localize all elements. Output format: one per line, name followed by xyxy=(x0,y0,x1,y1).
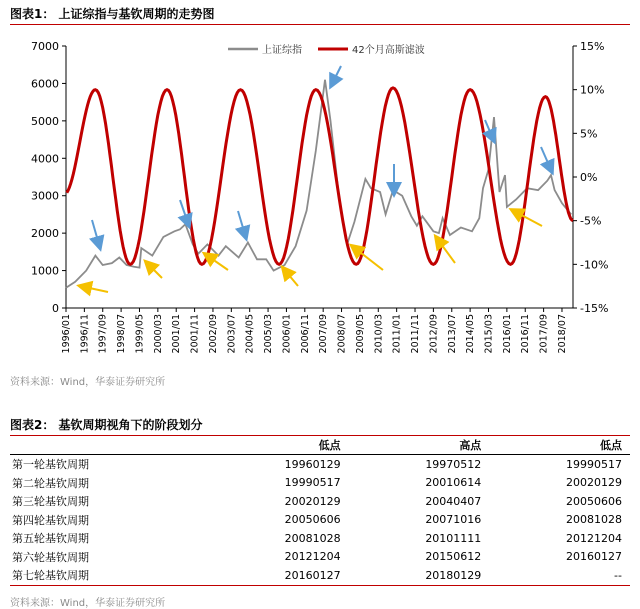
x-tick-label: 1997/09 xyxy=(97,314,109,354)
cycle-name-cell: 第六轮基钦周期 xyxy=(12,550,89,564)
left-y-tick-label: 6000 xyxy=(31,77,59,91)
date-cell: 20010614 xyxy=(425,476,482,490)
left-y-tick-label: 7000 xyxy=(31,40,59,53)
table-row xyxy=(10,474,630,493)
x-tick-label: 2000/03 xyxy=(152,314,164,354)
table-header-cell xyxy=(10,436,208,455)
cycle-name-cell: 第三轮基钦周期 xyxy=(12,495,89,509)
trough-arrow xyxy=(283,268,298,286)
x-tick-label: 2008/07 xyxy=(336,314,348,354)
date-cell: 20160127 xyxy=(208,566,349,585)
date-cell: 20050606 xyxy=(284,513,341,527)
left-y-tick-label: 3000 xyxy=(31,189,59,203)
x-tick-label: 2004/05 xyxy=(244,314,256,354)
index-series-line xyxy=(66,80,571,288)
x-tick-label: 2007/09 xyxy=(318,314,330,354)
cycle-name-cell: 第四轮基钦周期 xyxy=(12,513,89,527)
x-tick-label: 2010/03 xyxy=(373,314,385,354)
table-row xyxy=(10,511,630,530)
trough-arrow xyxy=(80,286,108,292)
trough-arrow xyxy=(146,262,162,278)
right-y-tick-label: 10% xyxy=(580,83,605,97)
peak-arrow xyxy=(92,220,100,248)
x-tick-label: 2009/05 xyxy=(354,314,366,354)
x-tick-label: 2012/09 xyxy=(428,314,440,354)
trough-arrow xyxy=(352,246,383,270)
cycle-name-cell: 第一轮基钦周期 xyxy=(12,458,89,472)
date-cell: 20040407 xyxy=(425,494,482,508)
left-y-tick-label: 1000 xyxy=(31,264,59,278)
x-tick-label: 2002/09 xyxy=(207,314,219,354)
date-cell: 19990517 xyxy=(566,457,622,471)
table-row xyxy=(10,548,630,567)
figure1-caption: 图表1： 上证综指与基钦周期的走势图 xyxy=(10,4,630,25)
x-tick-label: 2011/01 xyxy=(391,314,403,354)
date-cell: 20081028 xyxy=(284,531,341,545)
table-header-cell: 高点 xyxy=(349,436,490,455)
legend-index-label: 上证综指 xyxy=(262,45,302,56)
date-cell: 20050606 xyxy=(566,494,622,508)
x-tick-label: 2005/03 xyxy=(263,314,275,354)
x-tick-label: 2003/07 xyxy=(226,314,238,354)
table-header-cell: 低点 xyxy=(208,436,349,455)
date-cell: 20150612 xyxy=(425,550,482,564)
table-row xyxy=(10,492,630,511)
figure2-source: 资料来源：Wind，华泰证券研究所 xyxy=(10,598,166,609)
table-header-row xyxy=(10,436,630,455)
chart-legend xyxy=(228,43,425,56)
table-row xyxy=(10,529,630,548)
x-tick-label: 1998/07 xyxy=(116,314,128,354)
figure1-source: 资料来源：Wind，华泰证券研究所 xyxy=(10,377,166,388)
legend-filter-label: 42个月高斯滤波 xyxy=(352,45,425,56)
trough-arrow xyxy=(512,210,542,226)
date-cell: 19970512 xyxy=(425,457,482,471)
cycle-name-cell: 第七轮基钦周期 xyxy=(10,566,208,585)
figure2-caption: 图表2： 基钦周期视角下的阶段划分 xyxy=(10,415,630,436)
table-row xyxy=(10,455,630,474)
x-tick-label: 2015/03 xyxy=(483,314,495,354)
peak-arrow xyxy=(238,211,246,238)
x-tick-label: 2001/11 xyxy=(189,314,201,354)
left-y-tick-label: 5000 xyxy=(31,114,59,128)
x-tick-label: 2013/07 xyxy=(446,314,458,354)
date-cell: 20121204 xyxy=(566,531,622,545)
trough-arrow xyxy=(205,254,228,270)
date-cell: 20121204 xyxy=(284,550,341,564)
date-cell: 20071016 xyxy=(425,513,482,527)
x-tick-label: 1996/01 xyxy=(61,314,72,354)
date-cell: 20020129 xyxy=(566,476,622,490)
table-header-cell: 低点 xyxy=(489,436,630,455)
right-y-tick-label: -5% xyxy=(580,214,602,228)
left-y-tick-label: 4000 xyxy=(31,152,59,166)
peak-arrow xyxy=(541,147,552,172)
date-cell: 20180129 xyxy=(349,566,490,585)
right-y-tick-label: 0% xyxy=(580,171,598,184)
cycle-name-cell: 第二轮基钦周期 xyxy=(12,476,89,490)
x-tick-label: 2017/09 xyxy=(538,314,550,354)
cycle-name-cell: 第五轮基钦周期 xyxy=(12,532,89,546)
index-cycle-chart xyxy=(0,30,640,365)
date-cell: -- xyxy=(489,566,630,585)
date-cell: 20101111 xyxy=(425,531,482,545)
right-y-tick-label: -15% xyxy=(580,302,609,315)
x-tick-label: 2006/01 xyxy=(281,314,293,354)
table-row xyxy=(10,566,630,585)
date-cell: 19990517 xyxy=(284,476,341,490)
x-tick-label: 2016/01 xyxy=(501,314,513,354)
x-tick-label: 2001/01 xyxy=(171,314,183,354)
left-y-tick-label: 0 xyxy=(52,302,59,315)
right-y-tick-label: 5% xyxy=(580,127,598,141)
x-tick-label: 2011/11 xyxy=(410,314,422,354)
date-cell: 19960129 xyxy=(284,457,341,471)
peak-arrow xyxy=(331,66,341,86)
date-cell: 20081028 xyxy=(566,513,622,527)
right-y-tick-label: -10% xyxy=(580,258,609,272)
left-y-tick-label: 2000 xyxy=(31,227,59,241)
date-cell: 20020129 xyxy=(284,494,341,508)
x-tick-label: 2016/11 xyxy=(520,314,532,354)
x-tick-label: 2006/11 xyxy=(299,314,311,354)
x-tick-label: 2014/05 xyxy=(465,314,477,354)
x-tick-label: 1999/05 xyxy=(134,314,146,354)
right-y-tick-label: 15% xyxy=(580,40,605,53)
x-tick-label: 1996/11 xyxy=(79,314,91,354)
x-tick-label: 2018/07 xyxy=(556,314,568,354)
date-cell: 20160127 xyxy=(566,550,622,564)
cycle-stage-table xyxy=(10,436,630,586)
